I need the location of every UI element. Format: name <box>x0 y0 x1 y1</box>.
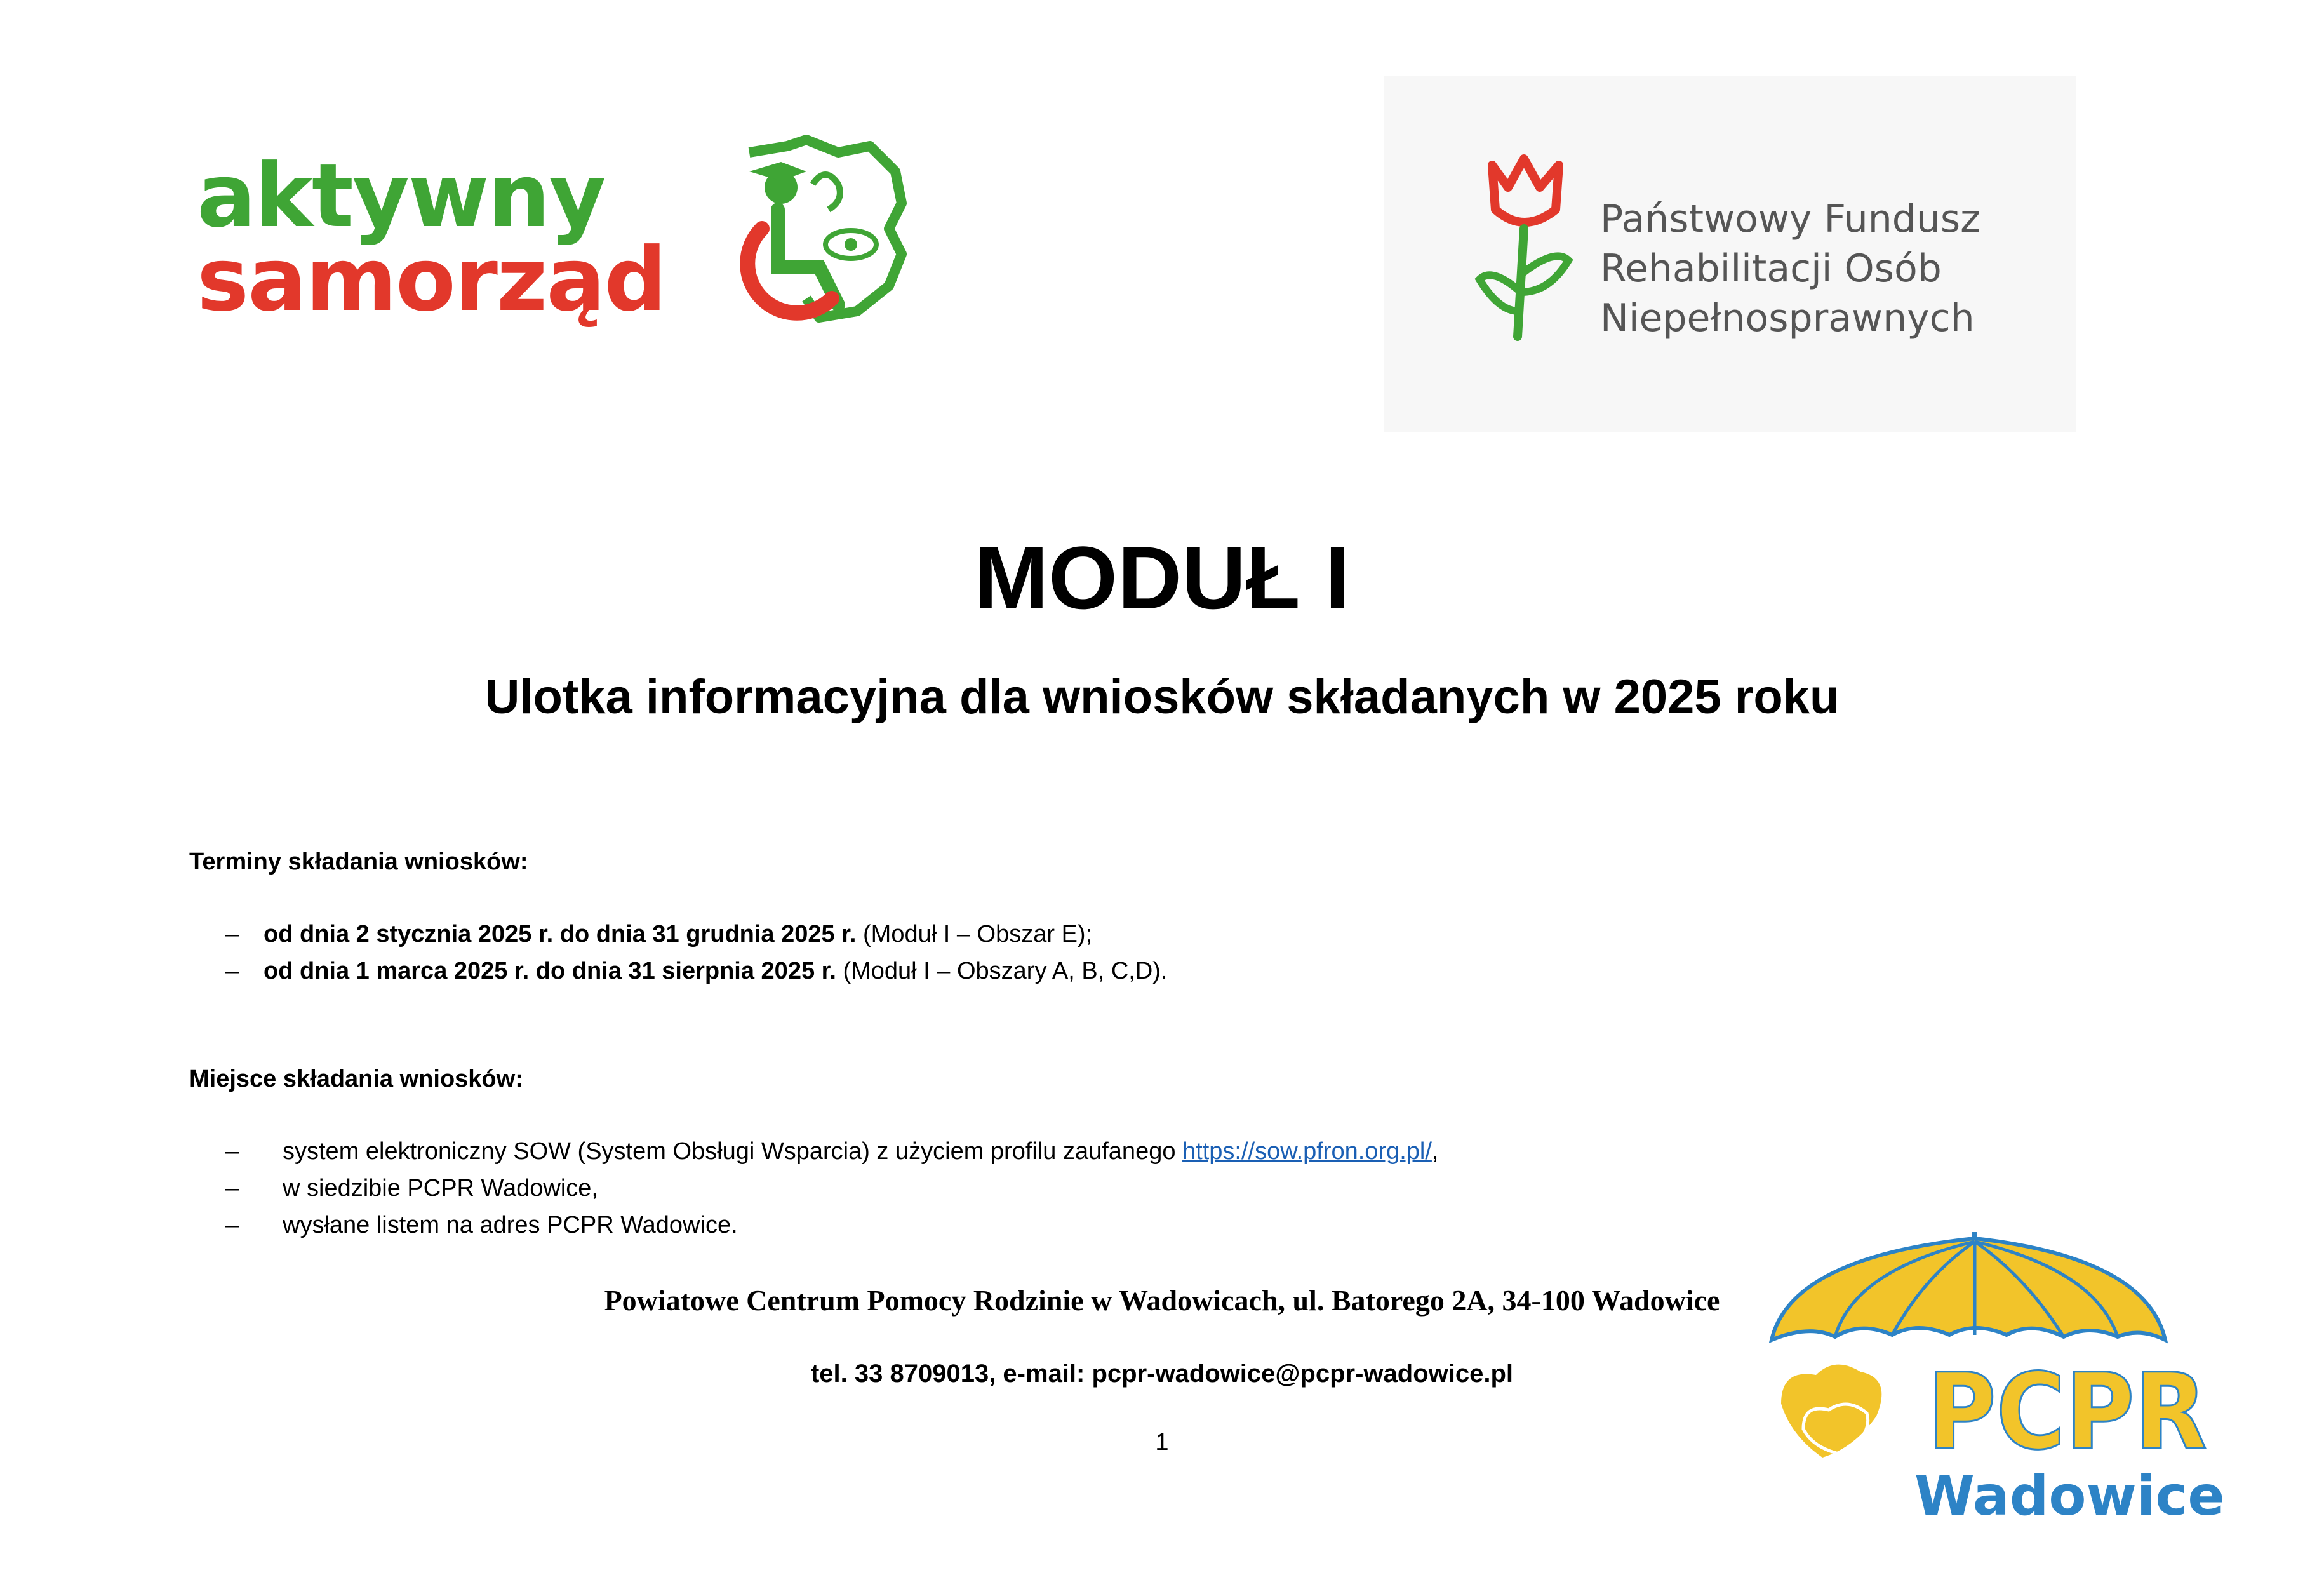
page-number: 1 <box>1155 1429 1169 1456</box>
place-item-text: w siedzibie PCPR Wadowice, <box>283 1175 598 1202</box>
place-item-text: wysłane listem na adres PCPR Wadowice. <box>283 1212 738 1238</box>
logo-word-samorzad: samorząd <box>197 229 666 331</box>
place-heading: Miejsce składania wniosków: <box>189 1066 523 1092</box>
aktywny-samorzad-logo <box>190 127 927 356</box>
umbrella-hearts-icon <box>1765 1219 2225 1528</box>
page-title: MODUŁ I <box>974 528 1350 627</box>
pfron-line-3: Niepełnosprawnych <box>1600 296 1975 340</box>
place-item: – system elektroniczny SOW (System Obsługi Wsparcia) z użyciem profilu zaufanego https://sow.pfron.org.pl/, <box>225 1138 1439 1165</box>
pfron-logo <box>1384 76 2076 432</box>
terms-item-note: (Moduł I – Obszary A, B, C,D). <box>836 958 1168 984</box>
terms-heading: Terminy składania wniosków: <box>189 848 528 875</box>
logo-word-aktywny: aktywny <box>197 145 605 247</box>
sow-link[interactable]: https://sow.pfron.org.pl/ <box>1182 1138 1432 1165</box>
page-subtitle: Ulotka informacyjna dla wniosków składanych w 2025 roku <box>484 670 1840 724</box>
terms-item: – od dnia 2 stycznia 2025 r. do dnia 31 grudnia 2025 r. (Moduł I – Obszar E); <box>225 921 1093 948</box>
place-item: – wysłane listem na adres PCPR Wadowice. <box>225 1212 738 1238</box>
pfron-line-1: Państwowy Fundusz <box>1600 197 1980 241</box>
place-item-text: system elektroniczny SOW (System Obsługi Wsparcia) z użyciem profilu zaufanego <box>283 1138 1183 1165</box>
footer-institution: Powiatowe Centrum Pomocy Rodzinie w Wadowicach, ul. Batorego 2A, 34-100 Wadowice <box>604 1284 1720 1317</box>
terms-item-note: (Moduł I – Obszar E); <box>856 921 1093 948</box>
tulip-icon <box>1473 152 1581 343</box>
place-item: – w siedzibie PCPR Wadowice, <box>225 1175 598 1202</box>
pfron-line-2: Rehabilitacji Osób <box>1600 246 1942 291</box>
footer-contact: tel. 33 8709013, e-mail: pcpr-wadowice@pcpr-wadowice.pl <box>810 1360 1514 1388</box>
wheelchair-map-icon <box>711 127 921 337</box>
pcpr-logo <box>1765 1219 2225 1528</box>
pcpr-logo-subtext: Wadowice <box>1914 1464 2225 1528</box>
terms-item-date: od dnia 2 stycznia 2025 r. do dnia 31 grudnia 2025 r. <box>264 921 857 948</box>
terms-item: – od dnia 1 marca 2025 r. do dnia 31 sierpnia 2025 r. (Moduł I – Obszary A, B, C,D). <box>225 958 1168 984</box>
pcpr-logo-text: PCPR <box>1927 1351 2207 1473</box>
terms-item-date: od dnia 1 marca 2025 r. do dnia 31 sierpnia 2025 r. <box>264 958 836 984</box>
